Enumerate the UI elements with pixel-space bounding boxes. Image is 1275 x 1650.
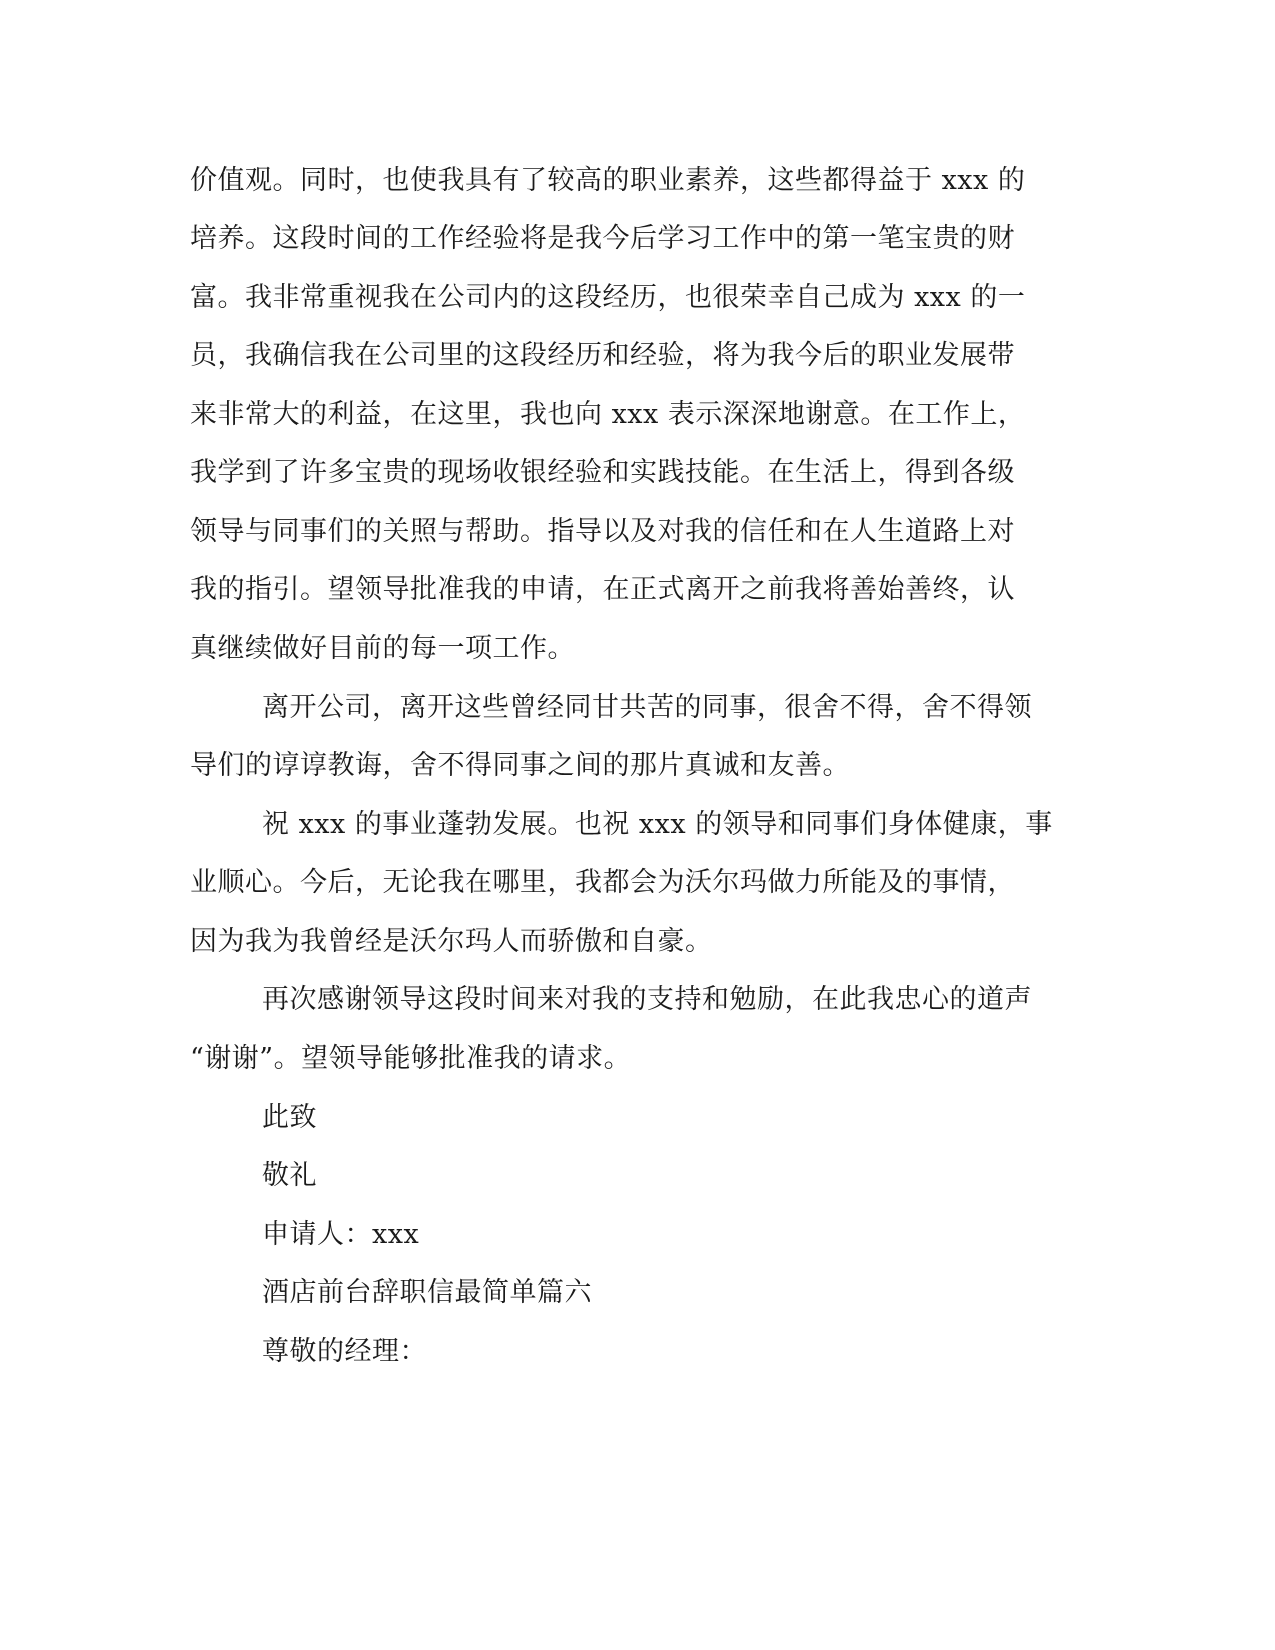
closing-salute: 敬礼: [262, 1160, 317, 1191]
paragraph-line: 导们的谆谆教诲，舍不得同事之间的那片真诚和友善。: [190, 750, 850, 781]
paragraph-line: 业顺心。今后，无论我在哪里，我都会为沃尔玛做力所能及的事情，: [190, 867, 1015, 898]
paragraph-line: 离开公司，离开这些曾经同甘共苦的同事，很舍不得，舍不得领: [262, 692, 1032, 723]
paragraph-line: 祝 xxx 的事业蓬勃发展。也祝 xxx 的领导和同事们身体健康，事: [262, 809, 1053, 840]
paragraph-line: 价值观。同时，也使我具有了较高的职业素养，这些都得益于 xxx 的: [190, 165, 1026, 196]
paragraph-line: 再次感谢领导这段时间来对我的支持和勉励，在此我忠心的道声: [262, 984, 1032, 1015]
paragraph-line: 来非常大的利益，在这里，我也向 xxx 表示深深地谢意。在工作上，: [190, 399, 1026, 430]
paragraph-line: 因为我为我曾经是沃尔玛人而骄傲和自豪。: [190, 926, 713, 957]
paragraph-line: 我学到了许多宝贵的现场收银经验和实践技能。在生活上，得到各级: [190, 457, 1015, 488]
paragraph-line: 我的指引。望领导批准我的申请，在正式离开之前我将善始善终，认: [190, 574, 1015, 605]
paragraph-line: 真继续做好目前的每一项工作。: [190, 633, 575, 664]
paragraph-line: 员，我确信我在公司里的这段经历和经验，将为我今后的职业发展带: [190, 340, 1015, 371]
paragraph-line: “谢谢”。望领导能够批准我的请求。: [190, 1043, 632, 1074]
paragraph-line: 培养。这段时间的工作经验将是我今后学习工作中的第一笔宝贵的财: [190, 223, 1015, 254]
paragraph-line: 富。我非常重视我在公司内的这段经历，也很荣幸自己成为 xxx 的一: [190, 282, 1026, 313]
applicant-signature: 申请人：xxx: [262, 1219, 420, 1250]
section-title: 酒店前台辞职信最简单篇六: [262, 1277, 592, 1308]
salutation: 尊敬的经理：: [262, 1336, 427, 1367]
paragraph-line: 领导与同事们的关照与帮助。指导以及对我的信任和在人生道路上对: [190, 516, 1015, 547]
closing-greeting: 此致: [262, 1102, 317, 1133]
